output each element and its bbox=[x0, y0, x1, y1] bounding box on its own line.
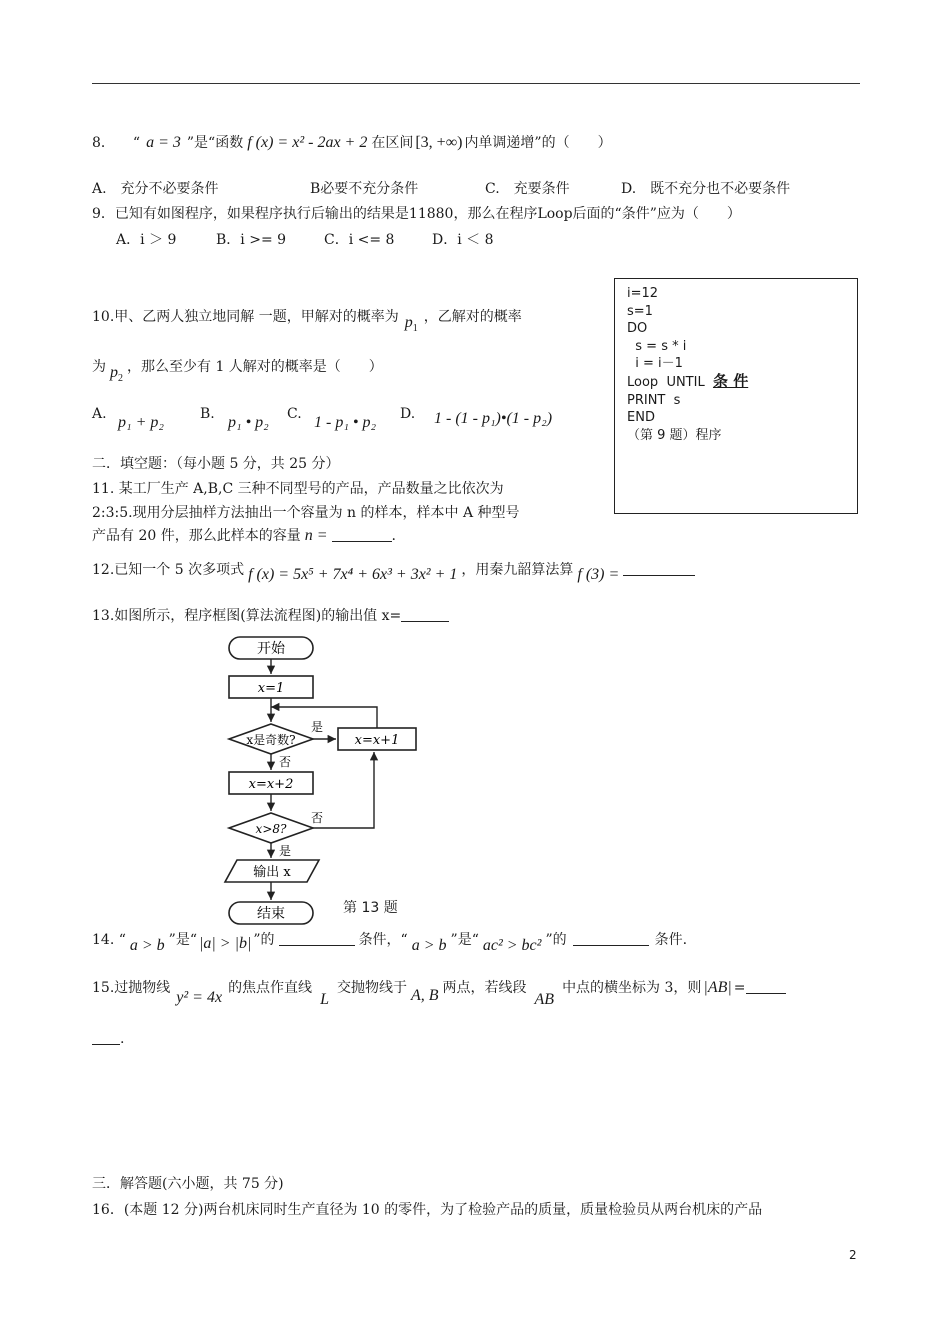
flow-init-label: x=1 bbox=[257, 681, 285, 696]
q13-stem: 13.如图所示，程序框图(算法流程图)的输出值 x= bbox=[92, 605, 449, 625]
code-line: s=1 bbox=[627, 303, 653, 319]
header-rule bbox=[92, 83, 860, 84]
q14-expr1: a > b bbox=[129, 937, 165, 954]
flow-no2-label: 否 bbox=[311, 811, 324, 825]
q11-answer-blank[interactable] bbox=[332, 527, 392, 542]
q12-stem: 12.已知一个 5 次多项式 f (x) = 5x⁵ + 7x⁴ + 6x³ + 3x² + 1 ，用秦九韶算法算 f (3) = bbox=[92, 559, 695, 579]
q14-blank-1[interactable] bbox=[279, 931, 355, 946]
q8-condition: a = 3 bbox=[146, 134, 181, 151]
q13-answer-blank[interactable] bbox=[401, 607, 449, 622]
q10-line2: 为 $p_2$，那么至少有 1 人解对的概率是（ ） bbox=[92, 359, 383, 384]
q15-points: A, B bbox=[410, 987, 439, 1004]
q15-blank-part1[interactable] bbox=[746, 979, 786, 994]
flow-yes1-label: 是 bbox=[311, 720, 324, 734]
q12-answer-blank[interactable] bbox=[623, 561, 695, 576]
q10-line1: 10.甲、乙两人独立地同解 一题，甲解对的概率为 $p_1$，乙解对的概率 bbox=[92, 309, 522, 334]
code-caption: （第 9 题）程序 bbox=[627, 427, 722, 443]
q16-stem: 16．(本题 12 分)两台机床同时生产直径为 10 的零件，为了检验产品的质量，质量检验员从两台机床的产品 bbox=[92, 1202, 763, 1218]
code-loop-line: Loop UNTIL 条 件 bbox=[627, 371, 749, 390]
flow-start-label: 开始 bbox=[257, 641, 285, 657]
q11-line1: 11. 某工厂生产 A,B,C 三种不同型号的产品，产品数量之比依次为 bbox=[92, 481, 504, 497]
flow-inc2-label: x=x+2 bbox=[248, 777, 294, 792]
flow-gt8-label: x>8? bbox=[255, 822, 287, 836]
q10-p1: $p_1$ bbox=[404, 314, 418, 334]
q14-expr2: |a| > |b| bbox=[199, 935, 252, 952]
flow-yes2-label: 是 bbox=[279, 844, 292, 858]
q15-stem: 15.过抛物线y² = 4x的焦点作直线L交抛物线于 A, B 两点，若线段AB中点的横坐标为 3，则 |AB| = bbox=[92, 977, 786, 997]
q13-caption: 第 13 题 bbox=[343, 900, 398, 916]
page-number: 2 bbox=[849, 1248, 857, 1262]
q9-stem: 9．已知有如图程序，如果程序执行后输出的结果是11880，那么在程序Loop后面的“条件”应为（ ） bbox=[92, 206, 741, 222]
flow-no1-label: 否 bbox=[279, 755, 292, 769]
q8-interval: [3, +∞) bbox=[415, 134, 463, 151]
q8-options bbox=[92, 178, 791, 198]
q8-option-d: D. 既不充分也不必要条件 bbox=[621, 181, 791, 197]
q14-stem: 14. “ a > b ”是“ |a| > |b| ”的 条件，“ a > b ”是“ ac² > bc² ”的 条件. bbox=[92, 932, 688, 954]
loop-condition: 条 件 bbox=[712, 371, 749, 390]
q10-option-a: p₁ + p₂ bbox=[118, 414, 164, 431]
q11-line2: 2:3:5.现用分层抽样方法抽出一个容量为 n 的样本，样本中 A 种型号 bbox=[92, 505, 520, 521]
code-line: i=12 bbox=[627, 286, 659, 301]
q10-option-d: 1 - (1 - p₁)•(1 - p₂) bbox=[434, 410, 553, 427]
q11-line3: 产品有 20 件，那么此样本的容量 n = . bbox=[92, 527, 396, 544]
code-line: i = i－1 bbox=[627, 356, 683, 372]
q9-option-a: A．i ＞ 9 bbox=[116, 232, 177, 248]
flow-odd-label: x是奇数? bbox=[246, 733, 296, 747]
q15-length: |AB| bbox=[703, 979, 732, 996]
q14-blank-2[interactable] bbox=[573, 931, 649, 946]
flow-end-label: 结束 bbox=[257, 906, 285, 922]
q9-option-b: B．i >= 9 bbox=[216, 232, 287, 248]
q12-f3: f (3) = bbox=[577, 566, 620, 583]
q8-option-a: A. 充分不必要条件 bbox=[92, 181, 219, 197]
q8-stem: 8． “ a = 3 ”是“函数 f (x) = x² - 2ax + 2 在区间 [3, +∞) 内单调递增”的（ ） bbox=[92, 134, 612, 151]
q14-expr3: a > b bbox=[411, 937, 447, 954]
flow-output-label: 输出 x bbox=[253, 865, 291, 880]
q9-options bbox=[116, 229, 494, 249]
flow-inc1-label: x=x+1 bbox=[354, 733, 400, 748]
section-3-heading: 三．解答题(六小题，共 75 分) bbox=[92, 1176, 284, 1192]
q15-line2: . bbox=[92, 1030, 124, 1047]
q11-n: n = bbox=[304, 527, 328, 544]
q10-option-b: p₁ • p₂ bbox=[228, 414, 269, 431]
q9-option-d: D．i ＜ 8 bbox=[432, 232, 494, 248]
flowchart bbox=[210, 630, 430, 930]
q14-expr4: ac² > bc² bbox=[482, 937, 542, 954]
q8-option-c: C. 充要条件 bbox=[485, 181, 570, 197]
q15-parabola: y² = 4x bbox=[176, 989, 223, 1006]
q10-option-c: 1 - p₁ • p₂ bbox=[314, 414, 377, 431]
section-2-heading: 二．填空题：（每小题 5 分，共 25 分） bbox=[92, 456, 340, 472]
q9-option-c: C．i <= 8 bbox=[324, 232, 395, 248]
code-line: PRINT s bbox=[627, 392, 681, 408]
q8-option-b: B必要不充分条件 bbox=[310, 181, 419, 197]
q15-line-l: L bbox=[320, 991, 329, 1008]
q15-segment: AB bbox=[534, 991, 555, 1008]
q10-p2: $p_2$ bbox=[110, 364, 123, 384]
q15-blank-part2[interactable] bbox=[92, 1030, 120, 1045]
code-line: END bbox=[627, 410, 655, 426]
program-code-box bbox=[614, 278, 858, 514]
q12-polynomial: f (x) = 5x⁵ + 7x⁴ + 6x³ + 3x² + 1 bbox=[248, 566, 458, 583]
q10-options: A. p₁ + p₂ B. p₁ • p₂ C. 1 - p₁ • p₂ D. 1 - (1 - p₁)•(1 - p₂) bbox=[92, 406, 553, 431]
code-line: s = s * i bbox=[627, 338, 687, 354]
code-line: DO bbox=[627, 321, 648, 337]
q8-function: f (x) = x² - 2ax + 2 bbox=[247, 134, 368, 151]
